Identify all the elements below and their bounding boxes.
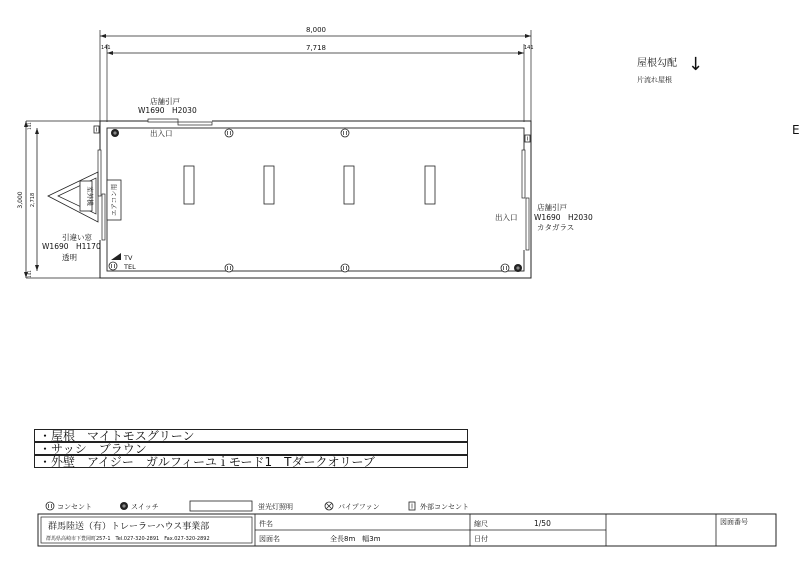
switch-icon <box>514 264 522 272</box>
tel-label: TEL <box>124 263 136 271</box>
door-top-name: 店舗引戸 <box>150 97 180 106</box>
dim-inner-width: 2,718 <box>30 192 36 208</box>
drawing-name-value: 全長8m 幅3m <box>330 535 381 543</box>
roof-slope-type: 片流れ屋根 <box>637 76 672 84</box>
company-address: 群馬県高崎市下豊岡町257-1 Tel.027-320-2891 Fax.027-320-2892 <box>46 536 210 542</box>
legend-fluorescent-label: 蛍光灯照明 <box>258 503 293 511</box>
external-outlet-icon <box>525 135 530 142</box>
dim-arrow <box>35 128 39 134</box>
door-right-glass: カタガラス <box>537 223 575 232</box>
door-right-entrance: 出入口 <box>495 213 518 222</box>
dim-arrow <box>518 51 524 55</box>
dim-total-length: 8,000 <box>305 26 327 34</box>
door-top-panel <box>178 122 212 125</box>
spec-roof: ・屋根 マイトモスグリーン <box>34 429 468 442</box>
window-left-size: W1690 H1170 <box>42 242 101 251</box>
fluorescent-light <box>264 166 274 204</box>
company-name: 群馬陸送（有）トレーラーハウス事業部 <box>48 522 210 532</box>
door-top-panel <box>148 119 178 122</box>
dim-arrow <box>525 34 531 38</box>
outdoor-unit-label: 室外機 <box>86 186 94 206</box>
tv-label: TV <box>124 254 133 262</box>
dim-arrow <box>107 51 113 55</box>
spec-exterior-wall: ・外壁 アイジー ガルフィーユｉモード1 Tダークオリーブ <box>34 455 468 468</box>
aircon-label: エアコン用 <box>110 183 118 217</box>
door-top-size: W1690 H2030 <box>138 106 197 115</box>
legend-pipe-fan-icon <box>325 502 333 510</box>
outer-wall <box>100 121 531 278</box>
legend-switch-label: スイッチ <box>131 503 159 511</box>
door-right-panel <box>526 198 529 250</box>
dim-arrow <box>100 34 106 38</box>
dim-total-width: 3,000 <box>17 191 24 209</box>
dim-wall-bottom: 141 <box>27 270 32 278</box>
dim-inner-length: 7,718 <box>305 44 327 52</box>
outlet-icon <box>341 264 349 272</box>
tv-terminal-icon <box>111 253 121 260</box>
door-right-name: 店舗引戸 <box>537 203 567 212</box>
outlet-icon <box>225 264 233 272</box>
fluorescent-light <box>425 166 435 204</box>
outlet-icon <box>109 262 117 270</box>
window-left-panel <box>102 194 105 240</box>
outlet-icon <box>501 264 509 272</box>
external-outlet-icon <box>94 126 99 133</box>
dim-end-left: 141 <box>101 45 111 51</box>
fluorescent-light <box>184 166 194 204</box>
legend-external-outlet-icon <box>409 502 415 510</box>
inner-wall <box>107 128 524 271</box>
window-left-glass: 透明 <box>62 253 77 262</box>
window-left-name: 引違い窓 <box>62 233 92 242</box>
legend-external-outlet-label: 外部コンセント <box>420 503 469 511</box>
date-label: 日付 <box>474 535 488 543</box>
legend-switch-icon <box>120 502 128 510</box>
drawing-name-label: 図面名 <box>259 535 280 543</box>
drawing-number-label: 図面番号 <box>720 518 748 526</box>
door-top-entrance: 出入口 <box>150 129 173 138</box>
dim-arrow <box>35 265 39 271</box>
spec-sash: ・サッシ ブラウン <box>34 442 468 455</box>
legend-outlet-label: コンセント <box>57 503 92 511</box>
legend-outlet-icon <box>46 502 54 510</box>
outlet-icon <box>341 129 349 137</box>
roof-slope-title: 屋根勾配 <box>637 58 677 69</box>
legend-fluorescent-icon <box>190 501 252 511</box>
roof-slope-arrow: ↓ <box>688 54 704 75</box>
dim-end-right: 141 <box>524 45 534 51</box>
scale-label: 縮尺 <box>474 520 488 528</box>
legend-pipe-fan-label: パイプファン <box>338 503 380 511</box>
edge-label: E <box>792 123 800 137</box>
door-right-panel <box>522 150 525 198</box>
fluorescent-light <box>344 166 354 204</box>
project-label: 件名 <box>259 520 273 528</box>
outlet-icon <box>225 129 233 137</box>
dim-wall-top: 141 <box>27 122 32 130</box>
switch-icon <box>111 129 119 137</box>
window-left-panel <box>98 150 101 196</box>
scale-value: 1/50 <box>534 519 551 528</box>
door-right-size: W1690 H2030 <box>534 213 593 222</box>
